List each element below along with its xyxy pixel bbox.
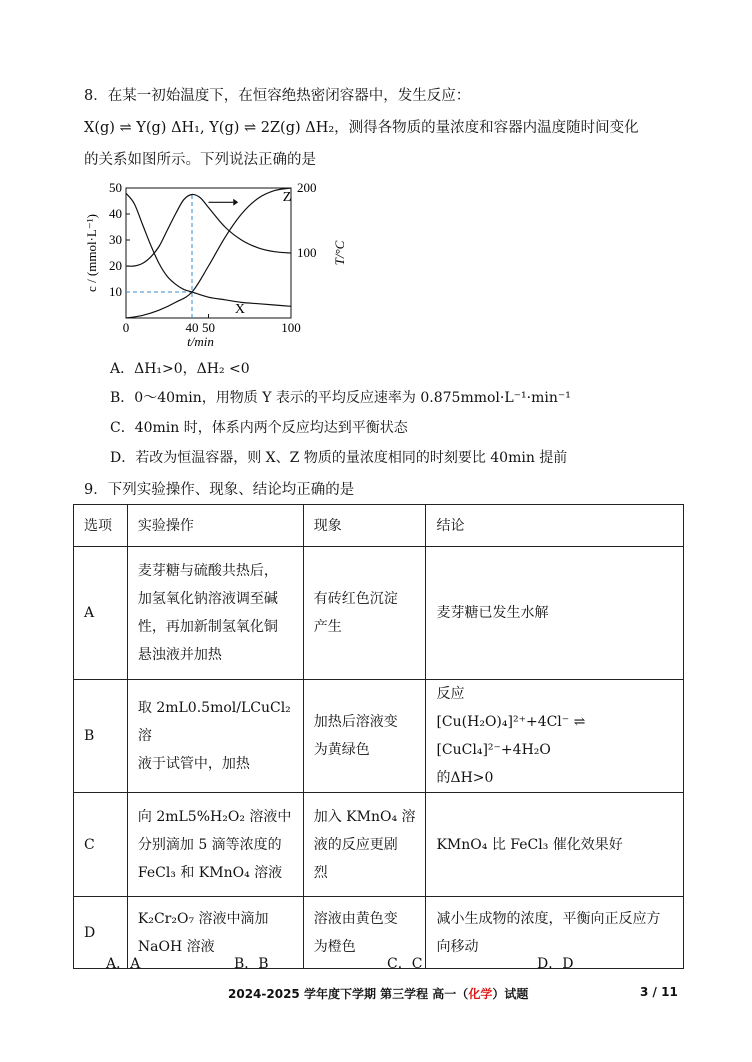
row-a-op-line: 麦芽糖与硫酸共热后，	[137, 563, 278, 579]
row-c-phenomenon	[303, 793, 426, 897]
row-c-op-line: FeCl₃ 和 KMnO₄ 溶液	[137, 864, 283, 881]
row-b-concl-line: 的ΔH>0	[436, 770, 494, 786]
row-a-operation	[127, 547, 303, 680]
row-d-op-line: K₂Cr₂O₇ 溶液中滴加	[137, 910, 269, 927]
row-d-phen-line: 为橙色	[313, 938, 356, 955]
row-d-option: D	[74, 897, 128, 969]
header-phenomenon: 现象	[303, 505, 426, 547]
row-a-phenomenon	[303, 547, 426, 680]
row-d-concl-line: 减小生成物的浓度，平衡向正反应方	[436, 910, 661, 927]
y-tick-label: 10	[109, 284, 122, 299]
row-a-phen-line: 产生	[313, 619, 342, 635]
y-tick-label: 20	[109, 258, 122, 273]
series-label-x: X	[234, 301, 246, 317]
row-c-option: C	[74, 793, 128, 897]
x-tick-label: 50	[202, 320, 215, 335]
series-line-t	[126, 194, 291, 266]
row-a-concl-line: 麦芽糖已发生水解	[436, 605, 549, 621]
row-b-phenomenon	[303, 680, 426, 793]
footer-right: ）试题	[492, 987, 529, 1001]
row-b-phen-line: 为黄绿色	[313, 742, 370, 758]
row-a-op-line: 性，再加新制氢氧化铜	[137, 619, 278, 635]
row-c-phen-line: 加入 KMnO₄ 溶	[313, 808, 416, 825]
x-tick-label: 0	[122, 320, 130, 335]
row-b-phen-line: 加热后溶液变	[313, 714, 398, 730]
row-a-option: A	[74, 547, 128, 680]
row-b-conclusion	[426, 680, 684, 793]
q8-stem-line1: 8．在某一初始温度下，在恒容绝热密闭容器中，发生反应：	[84, 88, 471, 104]
concentration-temperature-chart	[82, 178, 372, 348]
y-axis-label: c / (mmol·L⁻¹)	[84, 214, 99, 292]
table-header-row	[74, 505, 684, 547]
x-tick-label: 100	[281, 320, 301, 335]
y2-tick-label: 100	[297, 245, 317, 260]
q9-answer-d: D．D	[537, 956, 574, 972]
q9-answer-b: B．B	[234, 956, 269, 972]
experiment-table	[73, 504, 684, 969]
table-row-b	[74, 680, 684, 793]
row-c-phen-line: 液的反应更剧	[313, 836, 398, 853]
q8-option-a: A．ΔH₁>0，ΔH₂ <0	[110, 361, 250, 377]
row-d-concl-line: 向移动	[436, 938, 479, 955]
row-c-operation	[127, 793, 303, 897]
row-d-op-line: NaOH 溶液	[137, 938, 215, 955]
y-tick-label: 50	[109, 180, 122, 195]
arrow-head-icon	[233, 199, 238, 206]
y2-tick-label: 200	[297, 180, 317, 195]
x-axis-label: t/min	[187, 334, 214, 348]
page-number: 3 / 11	[640, 985, 678, 999]
header-option: 选项	[74, 505, 128, 547]
x-tick-label: 40	[185, 320, 199, 335]
footer-left: 2024-2025 学年度下学期 第三学程 高一（	[228, 987, 469, 1001]
q9-stem: 9．下列实验操作、现象、结论均正确的是	[84, 482, 355, 498]
q8-stem-line3: 的关系如图所示。下列说法正确的是	[84, 152, 316, 168]
row-c-op-line: 向 2mL5%H₂O₂ 溶液中	[137, 808, 292, 825]
y-tick-label: 30	[109, 232, 122, 247]
row-a-phen-line: 有砖红色沉淀	[313, 591, 398, 607]
y2-axis-label: T/°C	[332, 240, 347, 266]
q8-stem-line2: X(g) ⇌ Y(g) ΔH₁, Y(g) ⇌ 2Z(g) ΔH₂，测得各物质的量浓度和容器内温度随时间变化	[84, 120, 639, 136]
row-c-conclusion	[426, 793, 684, 897]
row-b-concl-line: [Cu(H₂O)₄]²⁺+4Cl⁻ ⇌ [CuCl₄]²⁻+4H₂O	[436, 714, 586, 758]
header-conclusion: 结论	[426, 505, 684, 547]
q8-option-d: D．若改为恒温容器，则 X、Z 物质的量浓度相同的时刻要比 40min 提前	[110, 450, 568, 466]
row-c-concl-line: KMnO₄ 比 FeCl₃ 催化效果好	[436, 836, 623, 853]
q9-answer-c: C．C	[387, 956, 423, 972]
row-a-conclusion	[426, 547, 684, 680]
footer-subject: 化学	[468, 987, 493, 1001]
table-row-d	[74, 897, 684, 969]
header-operation: 实验操作	[127, 505, 303, 547]
q8-option-c: C．40min 时，体系内两个反应均达到平衡状态	[110, 420, 408, 436]
q9-answer-a: A．A	[106, 956, 141, 972]
row-b-op-line: 取 2mL0.5mol/LCuCl₂ 溶	[137, 700, 291, 744]
row-b-op-line: 液于试管中，加热	[137, 756, 250, 772]
row-a-op-line: 加氢氧化钠溶液调至碱	[137, 591, 278, 607]
row-b-concl-line: 反应	[436, 686, 465, 702]
row-b-operation	[127, 680, 303, 793]
page-footer	[228, 985, 528, 1002]
row-c-op-line: 分别滴加 5 滴等浓度的	[137, 836, 282, 853]
table-row-c	[74, 793, 684, 897]
row-d-operation	[127, 897, 303, 969]
row-a-op-line: 悬浊液并加热	[137, 647, 222, 663]
q8-option-b: B．0～40min，用物质 Y 表示的平均反应速率为 0.875mmol·L⁻¹·min⁻¹	[110, 390, 571, 406]
row-d-phen-line: 溶液由黄色变	[313, 910, 398, 927]
table-row-a	[74, 547, 684, 680]
row-c-phen-line: 烈	[313, 864, 328, 881]
row-b-option: B	[74, 680, 128, 793]
series-label-z: Z	[282, 190, 292, 205]
y-tick-label: 40	[109, 206, 122, 221]
